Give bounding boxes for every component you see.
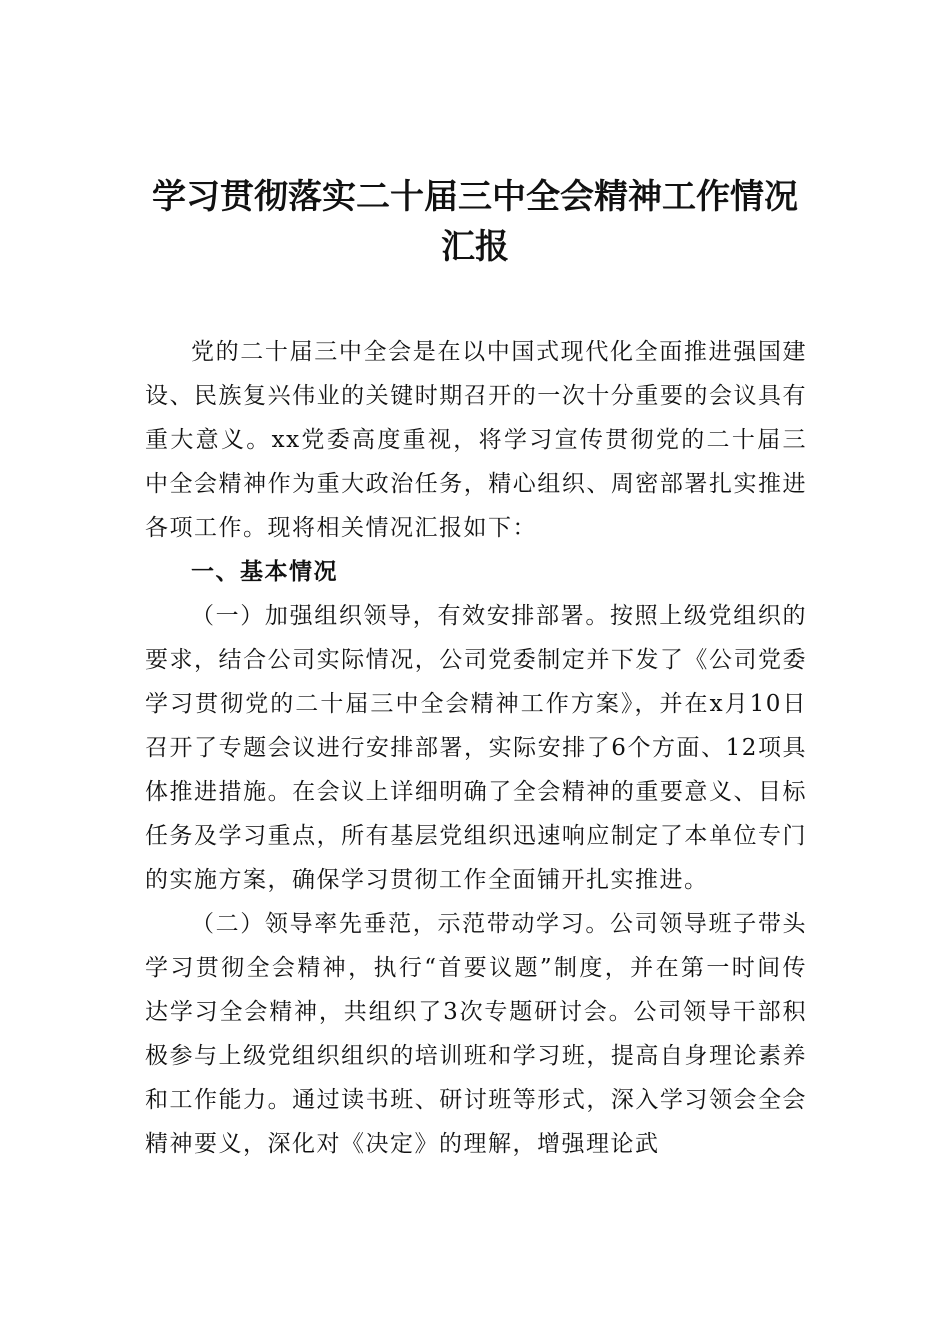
intro-paragraph: 党的二十届三中全会是在以中国式现代化全面推进强国建设、民族复兴伟业的关键时期召开的一次十分重要的会议具有重大意义。xx党委高度重视，将学习宣传贯彻党的二十届三中全会精神作为重大政治任务，精心组织、周密部署扎实推进各项工作。现将相关情况汇报如下： bbox=[145, 339, 807, 541]
document-body bbox=[145, 330, 807, 1166]
paragraph-organization: （一）加强组织领导，有效安排部署。按照上级党组织的要求，结合公司实际情况，公司党委制定并下发了《公司党委学习贯彻党的二十届三中全会精神工作方案》，并在x月10日召开了专题会议进行安排部署，实际安排了6个方面、12项具体推进措施。在会议上详细明确了全会精神的重要意义、目标任务及学习重点，所有基层党组织迅速响应制定了本单位专门的实施方案，确保学习贯彻工作全面铺开扎实推进。 bbox=[145, 603, 807, 893]
paragraph-leadership: （二）领导率先垂范，示范带动学习。公司领导班子带头学习贯彻全会精神，执行“首要议题”制度，并在第一时间传达学习全会精神，共组织了3次专题研讨会。公司领导干部积极参与上级党组织组织的培训班和学习班，提高自身理论素养和工作能力。通过读书班、研讨班等形式，深入学习领会全会精神要义，深化对《决定》的理解，增强理论武 bbox=[145, 911, 807, 1157]
document-title: 学习贯彻落实二十届三中全会精神工作情况汇报 bbox=[152, 177, 798, 267]
section-heading: 一、基本情况 bbox=[191, 559, 338, 585]
